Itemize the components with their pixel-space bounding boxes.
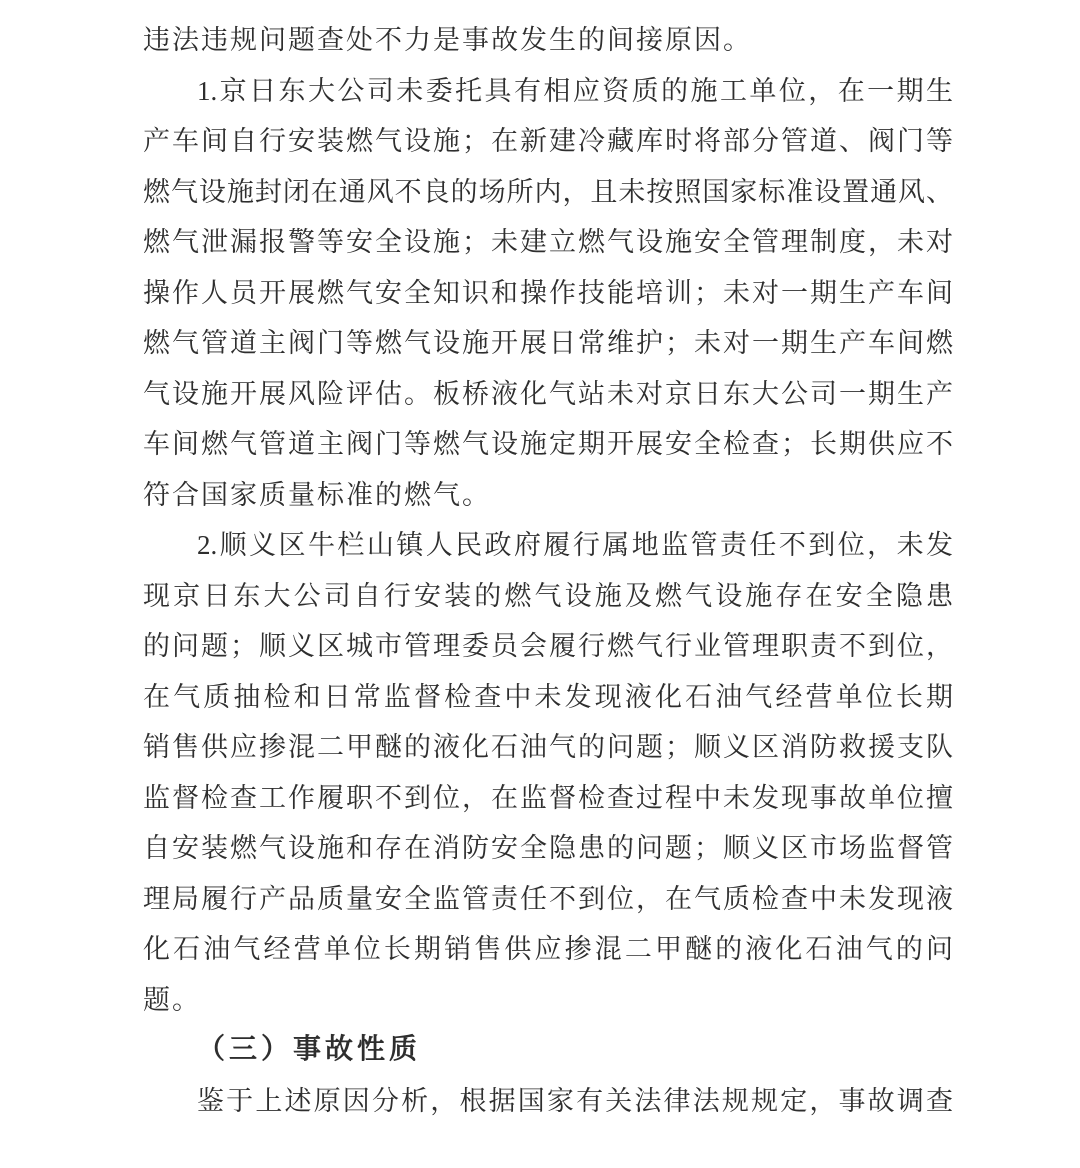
text-line: 监督检查工作履职不到位，在监督检查过程中未发现事故单位擅 xyxy=(143,782,953,813)
text-line: 化石油气经营单位长期销售供应掺混二甲醚的液化石油气的问 xyxy=(143,934,953,964)
text-line: 理局履行产品质量安全监管责任不到位，在气质检查中未发现液 xyxy=(143,883,953,914)
text-line: 自安装燃气设施和存在消防安全隐患的问题；顺义区市场监督管 xyxy=(143,833,953,863)
text-line: 操作人员开展燃气安全知识和操作技能培训；未对一期生产车间 xyxy=(143,277,953,308)
text-line: 燃气泄漏报警等安全设施；未建立燃气设施安全管理制度，未对 xyxy=(143,227,953,257)
text-line: 燃气设施封闭在通风不良的场所内，且未按照国家标准设置通风、 xyxy=(143,176,953,207)
paragraph-1-end: 符合国家质量标准的燃气。 xyxy=(143,479,491,510)
section-heading: （三）事故性质 xyxy=(197,1034,422,1065)
text-line: 现京日东大公司自行安装的燃气设施及燃气设施存在安全隐患 xyxy=(143,580,953,611)
paragraph-2-end: 题。 xyxy=(143,984,201,1015)
text-line: 气设施开展风险评估。板桥液化气站未对京日东大公司一期生产 xyxy=(143,378,953,409)
paragraph-1-start: 1.京日东大公司未委托具有相应资质的施工单位，在一期生 xyxy=(197,75,953,106)
text-line: 的问题；顺义区城市管理委员会履行燃气行业管理职责不到位， xyxy=(143,631,953,661)
text-line: 产车间自行安装燃气设施；在新建冷藏库时将部分管道、阀门等 xyxy=(143,126,953,156)
text-line: 车间燃气管道主阀门等燃气设施定期开展安全检查；长期供应不 xyxy=(143,429,953,459)
document-text-block xyxy=(143,15,953,1126)
paragraph-3-start: 鉴于上述原因分析，根据国家有关法律法规规定，事故调查 xyxy=(197,1085,953,1116)
text-line: 违法违规问题查处不力是事故发生的间接原因。 xyxy=(143,25,752,55)
text-line: 在气质抽检和日常监督检查中未发现液化石油气经营单位长期 xyxy=(143,681,953,712)
text-line: 燃气管道主阀门等燃气设施开展日常维护；未对一期生产车间燃 xyxy=(143,328,953,358)
text-line: 销售供应掺混二甲醚的液化石油气的问题；顺义区消防救援支队 xyxy=(143,732,953,762)
paragraph-2-start: 2.顺义区牛栏山镇人民政府履行属地监管责任不到位，未发 xyxy=(197,530,953,560)
